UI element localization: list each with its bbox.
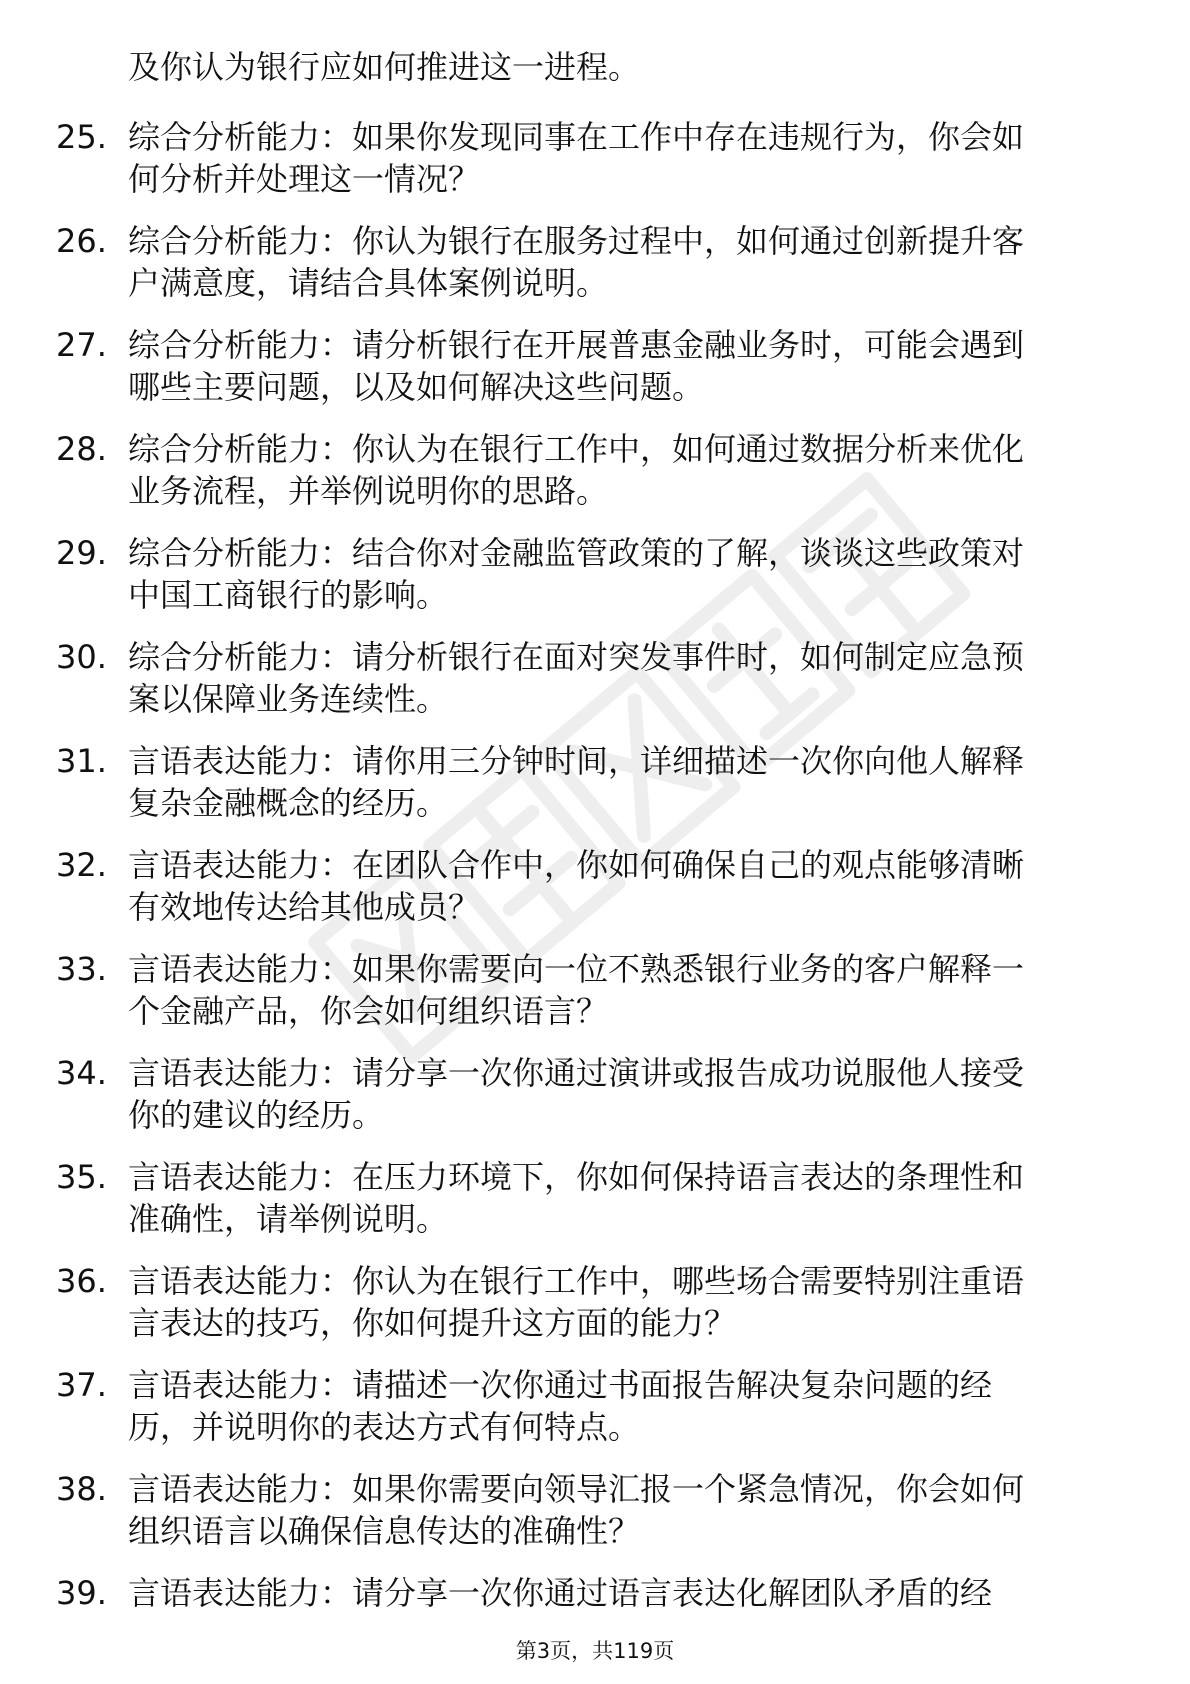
question-number: 37.	[56, 1366, 107, 1404]
question-number: 39.	[56, 1574, 107, 1612]
question-number: 34.	[56, 1054, 107, 1092]
question-text: 言语表达能力：你认为在银行工作中，哪些场合需要特别注重语 言表达的技巧，你如何提升这方面的能力？	[128, 1262, 1025, 1342]
list-item	[0, 1156, 1190, 1260]
list-item	[0, 1364, 1190, 1468]
list-item	[0, 844, 1190, 948]
question-number: 27.	[56, 326, 107, 364]
question-text: 言语表达能力：如果你需要向领导汇报一个紧急情况，你会如何 组织语言以确保信息传达的准确性？	[128, 1470, 1025, 1550]
list-item	[0, 324, 1190, 428]
list-item	[0, 220, 1190, 324]
question-text: 综合分析能力：请分析银行在开展普惠金融业务时，可能会遇到 哪些主要问题，以及如何解决这些问题。	[128, 326, 1025, 406]
list-item	[0, 1260, 1190, 1364]
question-text: 言语表达能力：请你用三分钟时间，详细描述一次你向他人解释 复杂金融概念的经历。	[128, 742, 1025, 822]
question-text: 综合分析能力：如果你发现同事在工作中存在违规行为，你会如 何分析并处理这一情况？	[128, 118, 1025, 198]
question-text: 言语表达能力：请分享一次你通过演讲或报告成功说服他人接受 你的建议的经历。	[128, 1054, 1025, 1134]
question-number: 28.	[56, 430, 107, 468]
question-text: 言语表达能力：如果你需要向一位不熟悉银行业务的客户解释一 个金融产品，你会如何组织语言？	[128, 950, 1025, 1030]
question-number: 29.	[56, 534, 107, 572]
page-footer: 第3页，共119页	[515, 1639, 675, 1663]
question-text: 综合分析能力：你认为银行在服务过程中，如何通过创新提升客 户满意度，请结合具体案例说明。	[128, 222, 1025, 302]
question-number: 25.	[56, 118, 107, 156]
question-number: 31.	[56, 742, 107, 780]
question-number: 35.	[56, 1158, 107, 1196]
question-number: 30.	[56, 638, 107, 676]
question-number: 26.	[56, 222, 107, 260]
question-text: 言语表达能力：在团队合作中，你如何确保自己的观点能够清晰 有效地传达给其他成员？	[128, 846, 1025, 926]
list-item	[0, 1052, 1190, 1156]
question-text: 综合分析能力：结合你对金融监管政策的了解，谈谈这些政策对 中国工商银行的影响。	[128, 534, 1025, 614]
question-text: 言语表达能力：在压力环境下，你如何保持语言表达的条理性和 准确性，请举例说明。	[128, 1158, 1025, 1238]
list-item	[0, 948, 1190, 1052]
question-text: 言语表达能力：请描述一次你通过书面报告解决复杂问题的经 历，并说明你的表达方式有何特点。	[128, 1366, 993, 1446]
question-text: 言语表达能力：请分享一次你通过语言表达化解团队矛盾的经	[128, 1574, 993, 1612]
question-text: 综合分析能力：你认为在银行工作中，如何通过数据分析来优化 业务流程，并举例说明你的思路。	[128, 430, 1025, 510]
question-number: 33.	[56, 950, 107, 988]
list-item	[0, 636, 1190, 740]
question-number: 36.	[56, 1262, 107, 1300]
question-text: 综合分析能力：请分析银行在面对突发事件时，如何制定应急预 案以保障业务连续性。	[128, 638, 1025, 718]
list-item	[0, 532, 1190, 636]
question-list	[0, 116, 1190, 1676]
list-item	[0, 740, 1190, 844]
list-item	[0, 116, 1190, 220]
question-number: 32.	[56, 846, 107, 884]
continuation-line: 及你认为银行应如何推进这一进程。	[128, 48, 641, 86]
list-item	[0, 428, 1190, 532]
question-number: 38.	[56, 1470, 107, 1508]
list-item	[0, 1468, 1190, 1572]
